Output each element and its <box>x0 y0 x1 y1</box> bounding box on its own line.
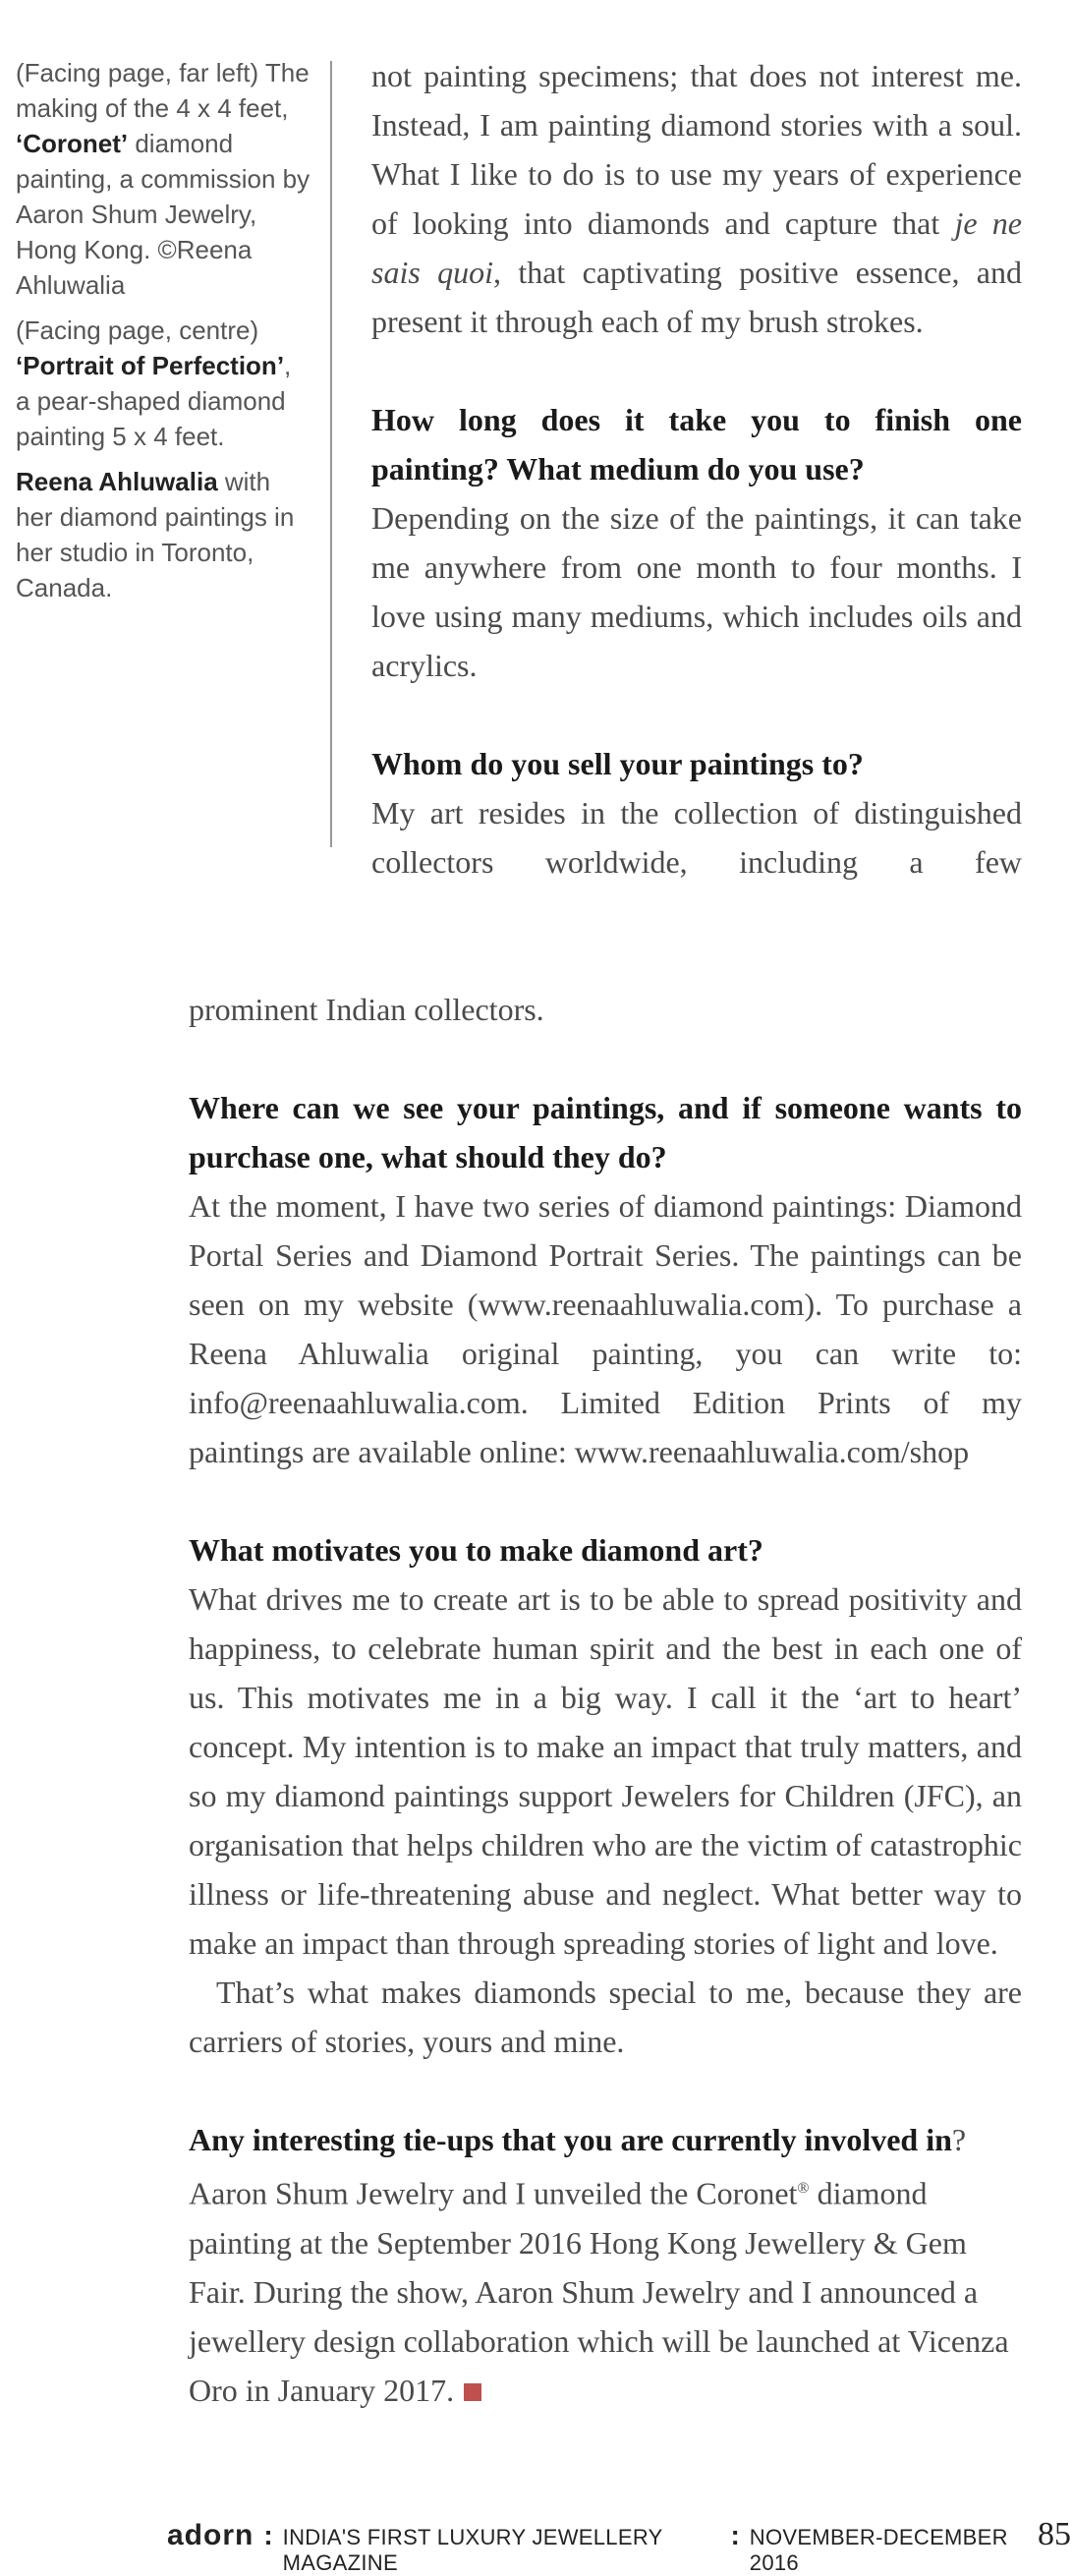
question-buyers: Whom do you sell your paintings to? <box>371 746 864 781</box>
answer-motivation: What drives me to create art is to be able to spread positivity and happiness, to celebrate human spirit and the best in each one of us. This motivates me in a big way. I call it the ‘art to heart’ concept. My intention is to make an impact that truly matters, and so my diamond paintings support Jewelers for Children (JFC), an organisation that helps children who are the victim of catastrophic illness or life-threatening abuse and neglect. What better way to make an impact than through spreading stories of light and love. <box>189 1581 1022 1961</box>
answer-tie-ups: Aaron Shum Jewelry and I unveiled the Coronet® diamond painting at the September 2016 Hong Kong Jewellery & Gem Fair. During the show, Aaron Shum Jewelry and I announced a jewellery design collaboration which will be launched at Vicenza Oro in January 2017. <box>189 2175 1009 2408</box>
caption-artist-studio: Reena Ahluwalia with her diamond paintings in her studio in Toronto, Canada. <box>16 467 295 602</box>
question-motivation: What motivates you to make diamond art? <box>189 1532 763 1568</box>
question-duration-medium: How long does it take you to finish one painting? What medium do you use? <box>371 402 1022 487</box>
caption-coronet: (Facing page, far left) The making of the 4 x 4 feet, ‘Coronet’ diamond painting, a commission by Aaron Shum Jewelry, Hong Kong. ©Reena Ahluwalia <box>16 58 311 300</box>
answer-where-to-see: At the moment, I have two series of diamond paintings: Diamond Portal Series and Diamond Portrait Series. The paintings can be seen on my website (www.reenaahluwalia.com). To purchase a Reena Ahluwalia original painting, you can write to: info@reenaahluwalia.com. Limited Edition Prints of my paintings are available online: www.reenaahluwalia.com/shop <box>189 1188 1022 1469</box>
magazine-tagline: INDIA'S FIRST LUXURY JEWELLERY MAGAZINE <box>282 2525 663 2575</box>
answer-buyers-continued: prominent Indian collectors. <box>189 992 544 1027</box>
footer-separator: : <box>263 2520 273 2550</box>
caption-divider <box>330 61 332 847</box>
issue-date: NOVEMBER-DECEMBER 2016 <box>749 2525 1008 2575</box>
footer-separator: : <box>730 2520 740 2550</box>
question-tie-ups: Any interesting tie-ups that you are currently involved in? <box>189 2122 967 2157</box>
end-of-article-mark <box>464 2383 481 2401</box>
photo-captions <box>16 55 311 615</box>
article-upper-column <box>371 51 1022 887</box>
answer-duration-medium: Depending on the size of the paintings, it can take me anywhere from one month to four months. I love using many mediums, which includes oils and acrylics. <box>371 500 1022 683</box>
question-where-to-see: Where can we see your paintings, and if someone wants to purchase one, what should they do? <box>189 1090 1022 1174</box>
caption-portrait-of-perfection: (Facing page, centre) ‘Portrait of Perfection’, a pear-shaped diamond painting 5 x 4 feet. <box>16 315 292 451</box>
intro-paragraph: not painting specimens; that does not interest me. Instead, I am painting diamond stories with a soul. What I like to do is to use my years of experience of looking into diamonds and capture that je ne sais quoi, that captivating positive essence, and present it through each of my brush strokes. <box>371 58 1023 339</box>
answer-motivation-closing: That’s what makes diamonds special to me, because they are carriers of stories, yours and mine. <box>189 1975 1022 2059</box>
page-footer <box>167 2516 1071 2576</box>
page-number: 85 <box>1038 2516 1071 2552</box>
article-lower-column <box>189 985 1022 2415</box>
magazine-brand: adorn <box>167 2519 254 2551</box>
answer-buyers: My art resides in the collection of distinguished collectors worldwide, including a few <box>371 795 1022 880</box>
